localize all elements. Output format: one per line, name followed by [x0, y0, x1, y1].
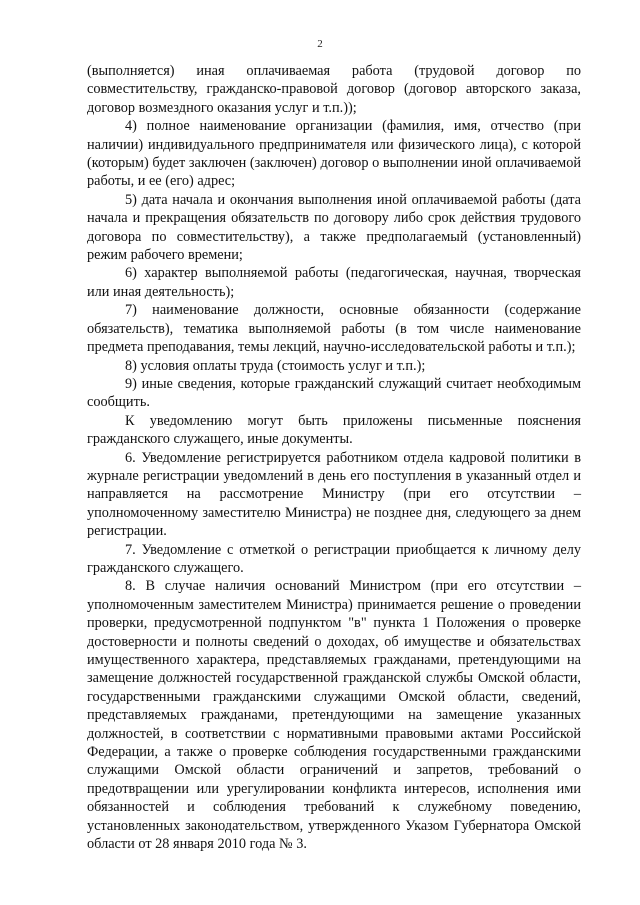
paragraph-clause-7: 7. Уведомление с отметкой о регистрации приобщается к личному делу гражданского служащего.: [87, 541, 581, 576]
paragraph-item-9: 9) иные сведения, которые гражданский служащий считает необходимым сообщить.: [87, 375, 581, 411]
paragraph-attachments: К уведомлению могут быть приложены письменные пояснения гражданского служащего, иные документы.: [87, 412, 581, 448]
paragraph-clause-8: 8. В случае наличия оснований Министром (при его отсутствии – уполномоченным заместителем Министра) принимается решение о проведении проверки, предусмотренной подпунктом "в" пункта 1 Положения о проверке достоверности и полноты сведений о доходах, об имуществе и обязательствах имущественного характера, представляемых гражданами, претендующими на замещение должностей государственной гражданской службы Омской области, государственными гражданскими служащими Омской области, сведений, представляемых гражданами, претендующими на замещение указанных должностей, в соответствии с нормативными правовыми актами Российской Федерации, а также о проверке соблюдения государственными гражданскими служащими Омской области ограничений и запретов, требований о предотвращении или урегулировании конфликта интересов, исполнения ими обязанностей и соблюдения требований к служебному поведению, установленных законодательством, утвержденного Указом Губернатора Омской области от 28 января 2010 года № 3.: [87, 578, 581, 853]
paragraph-item-7: 7) наименование должности, основные обязанности (содержание обязательств), тематика выполняемой работы (в том числе наименование предмета преподавания, темы лекций, научно-исследовательской работы и т.п.);: [87, 302, 581, 356]
paragraph-item-4: 4) полное наименование организации (фамилия, имя, отчество (при наличии) индивидуального предпринимателя или физического лица), с которой (которым) будет заключен (заключен) договор о выполнении иной оплачиваемой работы, и ее (его) адрес;: [87, 118, 581, 190]
paragraph-clause-6: 6. Уведомление регистрируется работником отдела кадровой политики в журнале регистрации уведомлений в день его поступления в указанный отдел и направляется на рассмотрение Министру (при его отсутствии – уполномоченному заместителю Министра) не позднее дня, следующего за днем регистрации.: [87, 449, 581, 540]
paragraph-item-6: 6) характер выполняемой работы (педагогическая, научная, творческая или иная деятельность);: [87, 265, 581, 300]
paragraph-item-5: 5) дата начала и окончания выполнения иной оплачиваемой работы (дата начала и прекращения обязательств по договору либо срок действия трудового договора по совместительству), а также предполагаемый (установленный) режим рабочего времени;: [87, 191, 581, 264]
paragraph-item-8: 8) условия оплаты труда (стоимость услуг и т.п.);: [125, 357, 426, 374]
paragraph-continuation: (выполняется) иная оплачиваемая работа (трудовой договор по совместительству, гражданско-правовой договор (договор авторского заказа, договор возмездного оказания услуг и т.п.));: [87, 63, 581, 116]
document-body: [87, 62, 581, 853]
page-number: 2: [317, 38, 323, 50]
